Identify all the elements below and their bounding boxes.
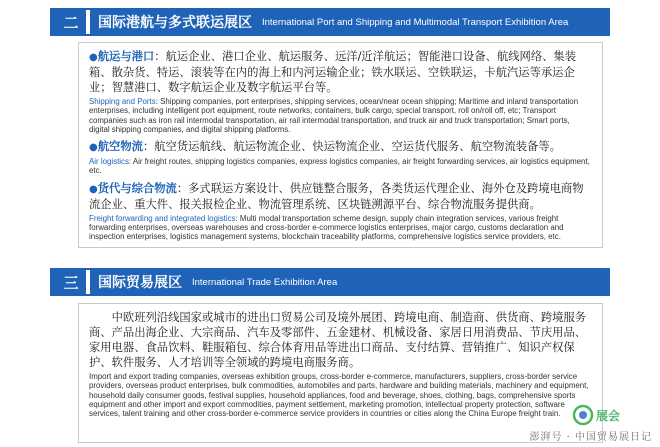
section-3-text-cn: 中欧班列沿线国家或城市的进出口贸易公司及境外展团、跨境电商、制造商、供货商、跨境服务商、产品出海企业、大宗商品、汽车及零部件、五金建材、机械设备、家居日用消费品、节庆用品、家用电器、食品饮料、鞋服箱包、综合体育用品等进出口商品、支付结算、营销推广、知识产权保护、软件服务、人才培训等全领域的跨境电商服务商。	[89, 311, 587, 369]
group-label-cn: 航运与港口	[97, 50, 155, 63]
group-1-cn	[89, 49, 592, 95]
group-label-en: Air logistics	[89, 157, 129, 167]
group-text-cn: ：航运企业、港口企业、航运服务、远洋/近洋航运；智能港口设备、航线网络、集装箱、散杂货、特运、滚装等在内的海上和内河运输企业；铁水联运、空铁联运，卡航汽运等承运企业；智慧港口、数字航运企业及数字航运平台等。	[89, 50, 577, 94]
section-3-header	[50, 268, 610, 296]
section-2-content	[78, 42, 603, 248]
section-2-header	[50, 8, 610, 36]
section-title-cn: 国际港航与多式联运展区	[98, 15, 252, 31]
group-3-en	[89, 214, 592, 242]
group-text-en: : Multi modal transportation scheme design, supply chain integration services, various freight forwarding enterprises, overseas warehouses and cross-border e-commerce logistics enterprises, major cargo, customs declaration and inspection enterprises, logistics management systems, blockchain traceability platforms, comprehensive logistics service providers, etc.	[89, 213, 564, 242]
section-number: 二	[50, 8, 92, 36]
section-3-text-en: Import and export trading companies, overseas exhibition groups, cross-border e-commerce, manufacturers, suppliers, cross-border service providers, overseas product enterprises, bulk commodities, automobiles and parts, hardware and building materials, machinery and equipment, household daily consumer goods, festival supplies, household appliances, food and beverage, shoes, clothing, bags, comprehensive sports equipment and other import and export commodities, payment settlement, marketing promotion, intellectual property protection, software services, talent training and other cross-border e-commerce service providers in countries or cities along the China Europe freight train.	[89, 372, 589, 419]
bullet-icon: ●	[89, 183, 98, 195]
group-2-en	[89, 157, 592, 176]
group-text-en: : Air freight routes, shipping logistics companies, express logistics companies, air freight forwarding services, air logistics equipment, etc.	[89, 157, 590, 176]
group-label-en: Shipping and Ports	[89, 97, 156, 106]
watermark: 澎湃号 · 中国贸易展日记	[529, 432, 652, 443]
bullet-icon: ●	[89, 142, 98, 154]
group-text-cn: ：多式联运方案设计、供应链整合服务，各类货运代理企业、海外仓及跨境电商物流企业、重大件、报关报检企业、物流管理系统、区块链溯源平台、综合物流服务提供商。	[89, 181, 584, 211]
section-3-content	[78, 303, 603, 443]
section-title-en: International Trade Exhibition Area	[192, 276, 338, 288]
group-3-cn	[89, 181, 592, 212]
logo-text: 展会	[596, 408, 621, 423]
group-2-cn	[89, 139, 592, 155]
group-label-cn: 货代与综合物流	[97, 181, 177, 195]
group-label-en: Freight forwarding and integrated logistics	[89, 213, 236, 223]
logo-icon	[572, 404, 594, 426]
section-title-cn: 国际贸易展区	[98, 275, 182, 291]
group-text-cn: ：航空货运航线、航运物流企业、快运物流企业、空运货代服务、航空物流装备等。	[142, 140, 561, 154]
bullet-icon: ●	[89, 52, 98, 63]
expo-logo	[572, 401, 642, 429]
group-text-en: : Shipping companies, port enterprises, shipping services, ocean/near ocean shipping; Maritime and inland transportation enterprises, including intelligent port equipment, route networks, containers, bulk cargo, special transport, roll on/roll off, etc; Transport companies such as iron rail intermodal transportation, air rail intermodal transportation, and truck air and truck transportation; Smart ports, digital shipping companies, and digital shipping platforms.	[89, 97, 579, 134]
group-label-cn: 航空物流	[97, 140, 143, 154]
group-1-en	[89, 97, 592, 134]
section-title-en: International Port and Shipping and Multimodal Transport Exhibition Area	[262, 16, 569, 28]
section-number: 三	[50, 268, 92, 296]
